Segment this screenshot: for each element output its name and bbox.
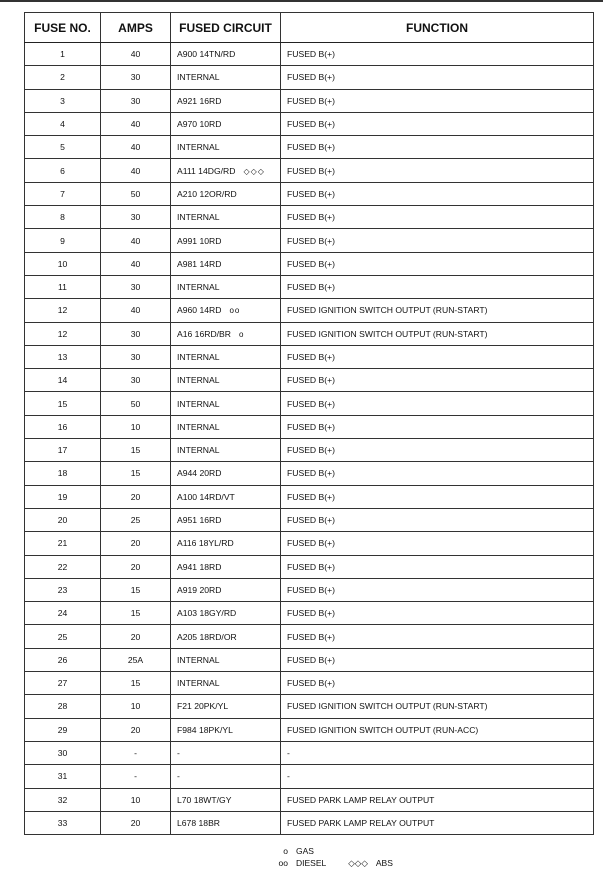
- function-cell: FUSED PARK LAMP RELAY OUTPUT: [281, 811, 594, 834]
- function-cell: -: [281, 765, 594, 788]
- fuse-no-cell: 27: [25, 672, 101, 695]
- fuse-no-cell: 18: [25, 462, 101, 485]
- variant-mark: ◇◇◇: [243, 166, 265, 176]
- function-cell: FUSED B(+): [281, 43, 594, 66]
- amps-cell: 30: [101, 66, 171, 89]
- amps-cell: 30: [101, 322, 171, 345]
- col-header-fuse-no: FUSE NO.: [25, 13, 101, 43]
- circuit-code: F984 18PK/YL: [177, 724, 233, 735]
- table-row: [25, 555, 594, 578]
- function-cell: FUSED B(+): [281, 578, 594, 601]
- fuse-no-cell: 11: [25, 275, 101, 298]
- fuse-no-cell: 17: [25, 439, 101, 462]
- amps-cell: 20: [101, 532, 171, 555]
- fuse-no-cell: 2: [25, 66, 101, 89]
- circuit-code: A100 14RD/VT: [177, 491, 235, 502]
- fused-circuit-cell: [171, 625, 281, 648]
- circuit-code: A941 18RD: [177, 561, 222, 572]
- top-rule: [0, 0, 603, 2]
- variant-mark: oo: [229, 306, 241, 316]
- function-cell: FUSED IGNITION SWITCH OUTPUT (RUN-ACC): [281, 718, 594, 741]
- fuse-no-cell: 5: [25, 136, 101, 159]
- fuse-no-cell: 3: [25, 89, 101, 112]
- circuit-code: A970 10RD: [177, 119, 222, 130]
- amps-cell: 40: [101, 43, 171, 66]
- circuit-code: INTERNAL: [177, 445, 220, 456]
- table-row: [25, 275, 594, 298]
- fuse-no-cell: 15: [25, 392, 101, 415]
- fuse-no-cell: 29: [25, 718, 101, 741]
- fuse-no-cell: 9: [25, 229, 101, 252]
- fuse-no-cell: 12: [25, 299, 101, 322]
- amps-cell: 40: [101, 252, 171, 275]
- function-cell: FUSED B(+): [281, 485, 594, 508]
- fused-circuit-cell: [171, 415, 281, 438]
- fused-circuit-cell: [171, 555, 281, 578]
- fused-circuit-cell: [171, 788, 281, 811]
- fused-circuit-cell: [171, 206, 281, 229]
- fused-circuit-cell: [171, 765, 281, 788]
- diesel-label: DIESEL: [296, 858, 327, 868]
- function-cell: FUSED B(+): [281, 206, 594, 229]
- table-row: [25, 43, 594, 66]
- fuse-table-header: [25, 13, 594, 43]
- gas-symbol: o: [283, 846, 288, 856]
- table-row: [25, 741, 594, 764]
- fuse-no-cell: 31: [25, 765, 101, 788]
- table-row: [25, 299, 594, 322]
- fuse-no-cell: 21: [25, 532, 101, 555]
- abs-symbol: ◇◇◇: [348, 858, 368, 868]
- function-cell: FUSED B(+): [281, 136, 594, 159]
- table-row: [25, 695, 594, 718]
- table-row: [25, 718, 594, 741]
- amps-cell: 30: [101, 369, 171, 392]
- circuit-code: A919 20RD: [177, 584, 222, 595]
- table-row: [25, 648, 594, 671]
- table-row: [25, 415, 594, 438]
- circuit-code: INTERNAL: [177, 72, 220, 83]
- table-row: [25, 322, 594, 345]
- fuse-no-cell: 1: [25, 43, 101, 66]
- fuse-no-cell: 23: [25, 578, 101, 601]
- function-cell: FUSED B(+): [281, 182, 594, 205]
- table-row: [25, 159, 594, 182]
- amps-cell: 40: [101, 136, 171, 159]
- fused-circuit-cell: [171, 392, 281, 415]
- col-header-function: FUNCTION: [281, 13, 594, 43]
- fused-circuit-cell: [171, 66, 281, 89]
- fused-circuit-cell: [171, 718, 281, 741]
- function-cell: FUSED B(+): [281, 392, 594, 415]
- function-cell: FUSED IGNITION SWITCH OUTPUT (RUN-START): [281, 322, 594, 345]
- amps-cell: 40: [101, 299, 171, 322]
- table-row: [25, 811, 594, 834]
- fuse-no-cell: 13: [25, 345, 101, 368]
- circuit-code: A960 14RD: [177, 305, 222, 316]
- variant-mark: o: [238, 329, 245, 339]
- col-header-fused-circuit: FUSED CIRCUIT: [171, 13, 281, 43]
- abs-label: ABS: [375, 858, 393, 868]
- amps-cell: 20: [101, 485, 171, 508]
- circuit-code: INTERNAL: [177, 212, 220, 223]
- fused-circuit-cell: [171, 89, 281, 112]
- amps-cell: 10: [101, 695, 171, 718]
- amps-cell: 20: [101, 718, 171, 741]
- table-row: [25, 136, 594, 159]
- function-cell: FUSED PARK LAMP RELAY OUTPUT: [281, 788, 594, 811]
- circuit-code: A991 10RD: [177, 235, 222, 246]
- table-row: [25, 206, 594, 229]
- circuit-code: A951 16RD: [177, 515, 222, 526]
- amps-cell: 40: [101, 112, 171, 135]
- fused-circuit-cell: [171, 299, 281, 322]
- fuse-no-cell: 8: [25, 206, 101, 229]
- amps-cell: 15: [101, 578, 171, 601]
- fused-circuit-cell: [171, 648, 281, 671]
- amps-cell: 25: [101, 508, 171, 531]
- function-cell: FUSED B(+): [281, 112, 594, 135]
- function-cell: FUSED B(+): [281, 229, 594, 252]
- table-row: [25, 439, 594, 462]
- amps-cell: 10: [101, 788, 171, 811]
- circuit-code: INTERNAL: [177, 654, 220, 665]
- fuse-no-cell: 16: [25, 415, 101, 438]
- fused-circuit-cell: [171, 602, 281, 625]
- circuit-code: INTERNAL: [177, 421, 220, 432]
- fuse-no-cell: 24: [25, 602, 101, 625]
- amps-cell: 15: [101, 672, 171, 695]
- fused-circuit-cell: [171, 485, 281, 508]
- function-cell: FUSED IGNITION SWITCH OUTPUT (RUN-START): [281, 695, 594, 718]
- amps-cell: 50: [101, 182, 171, 205]
- amps-cell: 40: [101, 159, 171, 182]
- table-row: [25, 672, 594, 695]
- function-cell: FUSED B(+): [281, 625, 594, 648]
- function-cell: FUSED B(+): [281, 159, 594, 182]
- fused-circuit-cell: [171, 741, 281, 764]
- circuit-code: A111 14DG/RD: [177, 165, 236, 176]
- fused-circuit-cell: [171, 439, 281, 462]
- table-row: [25, 462, 594, 485]
- fused-circuit-cell: [171, 275, 281, 298]
- fuse-no-cell: 30: [25, 741, 101, 764]
- legend-diesel-abs: [268, 857, 393, 869]
- fuse-no-cell: 32: [25, 788, 101, 811]
- circuit-code: INTERNAL: [177, 282, 220, 293]
- fused-circuit-cell: [171, 229, 281, 252]
- table-row: [25, 89, 594, 112]
- amps-cell: 20: [101, 811, 171, 834]
- amps-cell: 25A: [101, 648, 171, 671]
- fuse-no-cell: 20: [25, 508, 101, 531]
- fuse-table: [24, 12, 594, 835]
- amps-cell: 30: [101, 275, 171, 298]
- circuit-code: INTERNAL: [177, 678, 220, 689]
- circuit-code: A981 14RD: [177, 258, 222, 269]
- function-cell: FUSED B(+): [281, 508, 594, 531]
- fused-circuit-cell: [171, 462, 281, 485]
- fuse-no-cell: 12: [25, 322, 101, 345]
- fuse-no-cell: 7: [25, 182, 101, 205]
- fuse-no-cell: 33: [25, 811, 101, 834]
- fused-circuit-cell: [171, 811, 281, 834]
- circuit-code: A900 14TN/RD: [177, 49, 236, 60]
- fuse-no-cell: 10: [25, 252, 101, 275]
- function-cell: FUSED B(+): [281, 672, 594, 695]
- function-cell: FUSED B(+): [281, 369, 594, 392]
- fused-circuit-cell: [171, 182, 281, 205]
- function-cell: FUSED B(+): [281, 648, 594, 671]
- amps-cell: 30: [101, 206, 171, 229]
- function-cell: FUSED IGNITION SWITCH OUTPUT (RUN-START): [281, 299, 594, 322]
- circuit-code: -: [177, 771, 180, 782]
- function-cell: FUSED B(+): [281, 66, 594, 89]
- fuse-no-cell: 25: [25, 625, 101, 648]
- table-row: [25, 112, 594, 135]
- fused-circuit-cell: [171, 369, 281, 392]
- amps-cell: -: [101, 765, 171, 788]
- function-cell: FUSED B(+): [281, 462, 594, 485]
- circuit-code: A921 16RD: [177, 95, 222, 106]
- fuse-no-cell: 6: [25, 159, 101, 182]
- function-cell: FUSED B(+): [281, 415, 594, 438]
- table-row: [25, 765, 594, 788]
- fuse-no-cell: 28: [25, 695, 101, 718]
- circuit-code: F21 20PK/YL: [177, 701, 229, 712]
- circuit-code: INTERNAL: [177, 142, 220, 153]
- table-row: [25, 392, 594, 415]
- amps-cell: 15: [101, 439, 171, 462]
- function-cell: FUSED B(+): [281, 439, 594, 462]
- fuse-no-cell: 19: [25, 485, 101, 508]
- function-cell: FUSED B(+): [281, 555, 594, 578]
- fused-circuit-cell: [171, 672, 281, 695]
- fuse-no-cell: 4: [25, 112, 101, 135]
- table-row: [25, 369, 594, 392]
- fuse-no-cell: 26: [25, 648, 101, 671]
- fused-circuit-cell: [171, 252, 281, 275]
- function-cell: FUSED B(+): [281, 275, 594, 298]
- circuit-code: A103 18GY/RD: [177, 608, 237, 619]
- amps-cell: 50: [101, 392, 171, 415]
- function-cell: FUSED B(+): [281, 345, 594, 368]
- fused-circuit-cell: [171, 345, 281, 368]
- amps-cell: -: [101, 741, 171, 764]
- circuit-code: A16 16RD/BR: [177, 328, 231, 339]
- circuit-code: -: [177, 748, 180, 759]
- table-row: [25, 625, 594, 648]
- gas-label: GAS: [296, 846, 314, 856]
- table-row: [25, 345, 594, 368]
- amps-cell: 20: [101, 625, 171, 648]
- col-header-amps: AMPS: [101, 13, 171, 43]
- fused-circuit-cell: [171, 43, 281, 66]
- fused-circuit-cell: [171, 508, 281, 531]
- circuit-code: A210 12OR/RD: [177, 188, 237, 199]
- amps-cell: 40: [101, 229, 171, 252]
- circuit-code: L678 18BR: [177, 817, 221, 828]
- function-cell: -: [281, 741, 594, 764]
- table-row: [25, 485, 594, 508]
- table-row: [25, 788, 594, 811]
- fused-circuit-cell: [171, 136, 281, 159]
- table-row: [25, 532, 594, 555]
- fused-circuit-cell: [171, 578, 281, 601]
- circuit-code: A944 20RD: [177, 468, 222, 479]
- fuse-no-cell: 14: [25, 369, 101, 392]
- table-row: [25, 578, 594, 601]
- circuit-code: A205 18RD/OR: [177, 631, 237, 642]
- amps-cell: 15: [101, 602, 171, 625]
- fused-circuit-cell: [171, 112, 281, 135]
- table-row: [25, 508, 594, 531]
- fused-circuit-cell: [171, 322, 281, 345]
- function-cell: FUSED B(+): [281, 89, 594, 112]
- amps-cell: 15: [101, 462, 171, 485]
- circuit-code: INTERNAL: [177, 352, 220, 362]
- amps-cell: 10: [101, 415, 171, 438]
- circuit-code: L70 18WT/GY: [177, 794, 232, 805]
- amps-cell: 30: [101, 345, 171, 368]
- circuit-code: A116 18YL/RD: [177, 538, 234, 549]
- circuit-code: INTERNAL: [177, 375, 220, 386]
- table-row: [25, 602, 594, 625]
- function-cell: FUSED B(+): [281, 252, 594, 275]
- fused-circuit-cell: [171, 695, 281, 718]
- fused-circuit-cell: [171, 532, 281, 555]
- function-cell: FUSED B(+): [281, 532, 594, 555]
- circuit-code: INTERNAL: [177, 398, 220, 409]
- legend: [268, 845, 393, 869]
- fuse-no-cell: 22: [25, 555, 101, 578]
- table-row: [25, 182, 594, 205]
- table-row: [25, 229, 594, 252]
- table-row: [25, 252, 594, 275]
- table-row: [25, 66, 594, 89]
- amps-cell: 30: [101, 89, 171, 112]
- legend-gas: [268, 845, 393, 857]
- fused-circuit-cell: [171, 159, 281, 182]
- fuse-table-body: [25, 43, 594, 835]
- amps-cell: 20: [101, 555, 171, 578]
- function-cell: FUSED B(+): [281, 602, 594, 625]
- diesel-symbol: oo: [278, 858, 288, 868]
